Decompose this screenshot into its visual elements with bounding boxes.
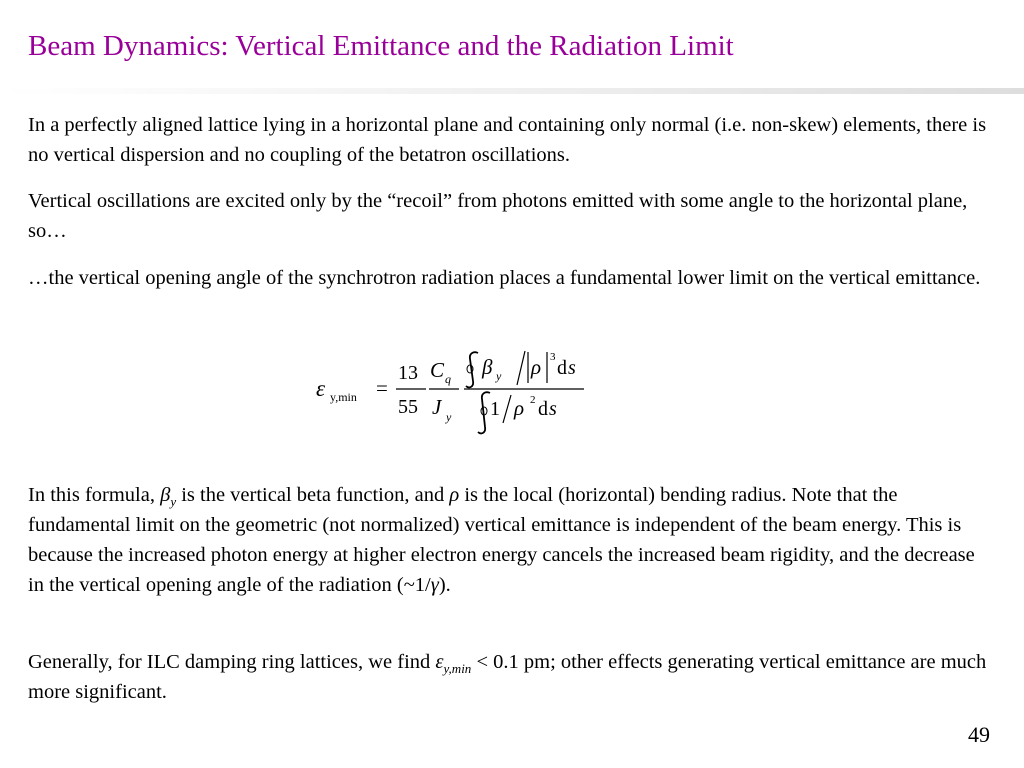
- p4-text-4: ).: [438, 574, 451, 596]
- formula-coef-denominator: 55: [398, 396, 418, 418]
- formula-s-numerator: s: [568, 357, 576, 379]
- numerator-integral-sign: [466, 352, 478, 387]
- denominator-slash: [503, 395, 511, 423]
- epsilon-subscript: [444, 661, 472, 676]
- paragraph-lattice: In a perfectly aligned lattice lying in a horizontal plane and containing only normal (i.e. non-skew) elements, there is no vertical dispersion and no coupling of the betatron oscillations.: [28, 114, 987, 166]
- formula-cq-subscript: q: [445, 372, 451, 386]
- beta-symbol: β: [160, 484, 171, 506]
- formula-coef-numerator: 13: [398, 362, 418, 384]
- numerator-slash: [517, 351, 525, 385]
- epsilon-symbol: ε: [435, 651, 444, 673]
- paragraph-ilc: [28, 647, 994, 707]
- beta-subscript: y: [170, 494, 177, 509]
- formula-s-denominator: s: [549, 398, 557, 420]
- formula-one: 1: [490, 398, 500, 420]
- formula-jy: J: [432, 395, 442, 419]
- formula-rho-denominator: ρ: [514, 396, 525, 420]
- formula-equals: =: [376, 376, 388, 400]
- rho-symbol: ρ: [449, 484, 460, 506]
- p4-text-1: In this formula,: [28, 484, 161, 506]
- p5-text-2: < 0.1 pm; other effects generating vertical emittance are much more significant.: [28, 651, 987, 703]
- paragraph-opening-angle: …the vertical opening angle of the synchrotron radiation places a fundamental lower limit on the vertical emittance.: [28, 267, 981, 289]
- slide-number: 49: [968, 722, 990, 747]
- denominator-integral-sign: [478, 392, 490, 433]
- p4-text-2: is the vertical beta function, and: [176, 484, 450, 506]
- emittance-formula: [312, 345, 602, 435]
- formula-epsilon: ε: [316, 376, 326, 401]
- slide-title: Beam Dynamics: Vertical Emittance and the Radiation Limit: [28, 30, 734, 62]
- formula-d-denominator: d: [538, 398, 548, 420]
- p4-text-3: is the local (horizontal) bending radius. Note that the fundamental limit on the geometric (not normalized) vertical emittance is independent of the beam energy. This is because the increased photon energy at higher electron energy cancels the increased beam rigidity, and the decrease in the vertical opening angle of the radiation (~1/: [28, 484, 975, 596]
- formula-svg: [312, 345, 602, 435]
- paragraph-formula-explanation: [28, 480, 994, 600]
- formula-jy-subscript: y: [446, 410, 452, 424]
- formula-rho-numerator: ρ: [531, 355, 542, 379]
- title-divider: [0, 88, 1024, 94]
- formula-epsilon-subscript: y,min: [330, 390, 357, 404]
- formula-d-numerator: d: [557, 357, 567, 379]
- formula-beta-subscript: y: [496, 369, 502, 383]
- formula-cq: C: [430, 358, 445, 382]
- gamma-symbol: γ: [430, 574, 439, 596]
- paragraph-recoil: Vertical oscillations are excited only by the “recoil” from photons emitted with some angle to the horizontal plane, so…: [28, 190, 968, 242]
- formula-exponent-2: 2: [530, 394, 536, 406]
- epsilon-subscript-text: y,min: [443, 661, 472, 676]
- formula-exponent-3: 3: [550, 351, 556, 363]
- p5-text-1: Generally, for ILC damping ring lattices, we find: [28, 651, 436, 673]
- formula-beta: β: [482, 355, 493, 379]
